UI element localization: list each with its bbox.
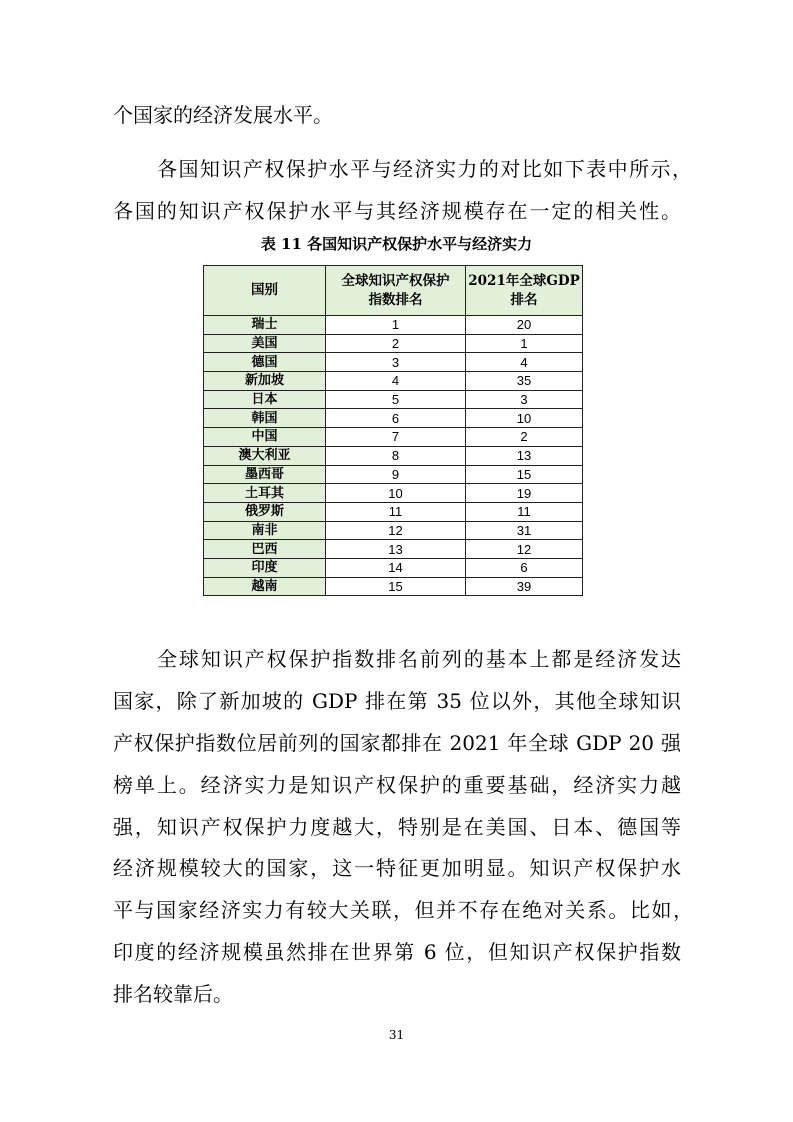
table-row xyxy=(204,409,583,428)
cell-country: 澳大利亚 xyxy=(204,446,326,465)
table-row xyxy=(204,502,583,521)
cell-gdp-rank: 1 xyxy=(466,334,583,353)
paragraph-analysis xyxy=(113,639,693,1016)
header-ip-rank-line2: 指数排名 xyxy=(368,291,423,308)
cell-gdp-rank: 2 xyxy=(466,428,583,447)
table-row xyxy=(204,316,583,335)
cell-ip-rank: 11 xyxy=(326,502,466,521)
cell-gdp-rank: 13 xyxy=(466,446,583,465)
cell-ip-rank: 15 xyxy=(326,577,466,596)
cell-ip-rank: 13 xyxy=(326,540,466,559)
text-line: 各国的知识产权保护水平与其经济规模存在一定的相关性。 xyxy=(113,198,681,223)
cell-gdp-rank: 31 xyxy=(466,521,583,540)
cell-gdp-rank: 15 xyxy=(466,465,583,484)
cell-ip-rank: 2 xyxy=(326,334,466,353)
cell-ip-rank: 10 xyxy=(326,484,466,503)
cell-country: 越南 xyxy=(204,577,326,596)
text-line: 国家，除了新加坡的 GDP 排在第 35 位以外，其他全球知识 xyxy=(113,688,681,713)
table-row xyxy=(204,521,583,540)
cell-gdp-rank: 39 xyxy=(466,577,583,596)
text-line: 排名较靠后。 xyxy=(113,982,233,1007)
table-caption: 表 11 各国知识产权保护水平与经济实力 xyxy=(260,235,533,253)
header-country xyxy=(204,266,326,316)
table-header-row xyxy=(204,266,583,316)
cell-ip-rank: 8 xyxy=(326,446,466,465)
cell-gdp-rank: 6 xyxy=(466,558,583,577)
cell-gdp-rank: 12 xyxy=(466,540,583,559)
table-row xyxy=(204,558,583,577)
cell-gdp-rank: 3 xyxy=(466,390,583,409)
text-line: 榜单上。经济实力是知识产权保护的重要基础，经济实力越 xyxy=(113,772,681,797)
table-row xyxy=(204,334,583,353)
cell-ip-rank: 12 xyxy=(326,521,466,540)
cell-gdp-rank: 4 xyxy=(466,353,583,372)
paragraph-intro-tail xyxy=(113,94,681,136)
header-gdp-rank-line2: 排名 xyxy=(510,291,538,308)
cell-gdp-rank: 35 xyxy=(466,372,583,391)
table-row xyxy=(204,353,583,372)
cell-country: 南非 xyxy=(204,521,326,540)
table-row xyxy=(204,446,583,465)
cell-country: 中国 xyxy=(204,428,326,447)
cell-country: 墨西哥 xyxy=(204,465,326,484)
table-row xyxy=(204,540,583,559)
page-number: 31 xyxy=(388,1028,405,1042)
header-country-label: 国别 xyxy=(251,282,278,298)
cell-ip-rank: 6 xyxy=(326,409,466,428)
cell-country: 印度 xyxy=(204,558,326,577)
cell-country: 巴西 xyxy=(204,540,326,559)
cell-country: 瑞士 xyxy=(204,316,326,335)
text-line: 全球知识产权保护指数排名前列的基本上都是经济发达 xyxy=(157,647,681,671)
cell-gdp-rank: 11 xyxy=(466,502,583,521)
text-line: 平与国家经济实力有较大关联，但并不存在绝对关系。比如， xyxy=(113,898,693,923)
cell-country: 韩国 xyxy=(204,409,326,428)
cell-ip-rank: 9 xyxy=(326,465,466,484)
cell-country: 新加坡 xyxy=(204,372,326,391)
header-ip-rank-line1: 全球知识产权保护 xyxy=(341,272,450,289)
text-line: 各国知识产权保护水平与经济实力的对比如下表中所示， xyxy=(157,157,692,181)
cell-gdp-rank: 20 xyxy=(466,316,583,335)
header-gdp-rank-line1: 2021年全球GDP xyxy=(468,272,580,289)
text-line: 产权保护指数位居前列的国家都排在 2021 年全球 GDP 20 强 xyxy=(113,730,681,755)
cell-country: 土耳其 xyxy=(204,484,326,503)
table-row xyxy=(204,577,583,596)
cell-country: 德国 xyxy=(204,353,326,372)
table-row xyxy=(204,484,583,503)
cell-country: 日本 xyxy=(204,390,326,409)
ip-gdp-table xyxy=(203,265,583,596)
cell-country: 俄罗斯 xyxy=(204,502,326,521)
cell-country: 美国 xyxy=(204,334,326,353)
text-line: 印度的经济规模虽然排在世界第 6 位，但知识产权保护指数 xyxy=(113,940,681,965)
cell-ip-rank: 14 xyxy=(326,558,466,577)
paragraph-compare xyxy=(113,149,692,232)
cell-ip-rank: 4 xyxy=(326,372,466,391)
table-row xyxy=(204,372,583,391)
cell-ip-rank: 1 xyxy=(326,316,466,335)
text-line: 经济规模较大的国家，这一特征更加明显。知识产权保护水 xyxy=(113,856,681,881)
cell-ip-rank: 5 xyxy=(326,390,466,409)
table-row xyxy=(204,465,583,484)
table-row xyxy=(204,390,583,409)
cell-gdp-rank: 19 xyxy=(466,484,583,503)
cell-ip-rank: 3 xyxy=(326,353,466,372)
text-line: 个国家的经济发展水平。 xyxy=(113,103,333,127)
text-line: 强，知识产权保护力度越大，特别是在美国、日本、德国等 xyxy=(113,814,681,839)
header-ip-rank xyxy=(326,266,466,316)
table-row xyxy=(204,428,583,447)
cell-gdp-rank: 10 xyxy=(466,409,583,428)
cell-ip-rank: 7 xyxy=(326,428,466,447)
header-gdp-rank xyxy=(466,266,583,316)
